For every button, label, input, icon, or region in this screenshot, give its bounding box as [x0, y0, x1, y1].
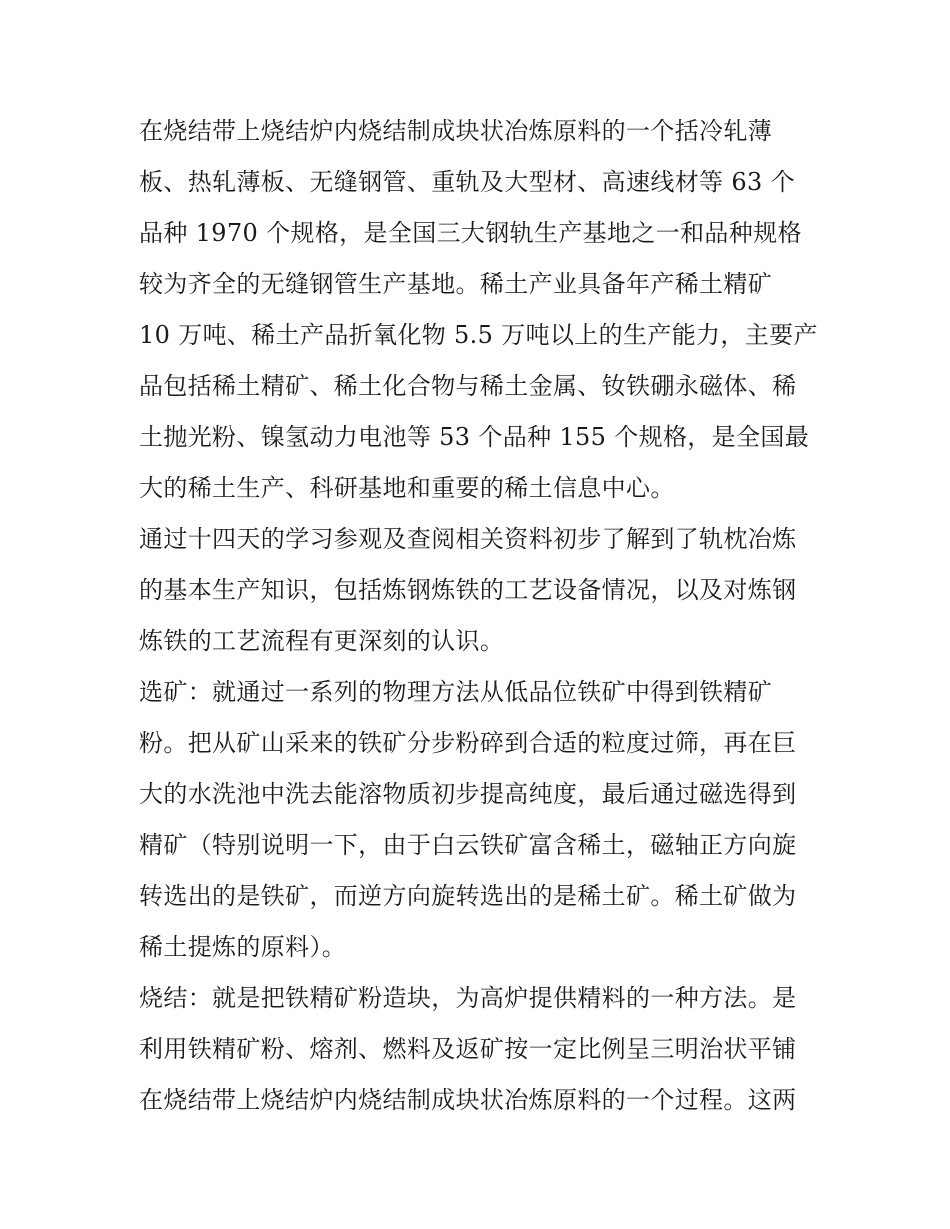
text-line: 烧结：就是把铁精矿粉造块，为高炉提供精料的一种方法。是 [139, 984, 797, 1012]
text-line: 在烧结带上烧结炉内烧结制成块状冶炼原料的一个过程。这两 [139, 1086, 797, 1114]
text-line: 的基本生产知识，包括炼钢炼铁的工艺设备情况，以及对炼钢 [139, 576, 797, 604]
text-line: 精矿（特别说明一下，由于白云铁矿富含稀土，磁轴正方向旋 [139, 831, 797, 859]
text-line: 炼铁的工艺流程有更深刻的认识。 [139, 627, 505, 655]
text-line: 稀土提炼的原料）。 [139, 933, 347, 961]
text-line: 品包括稀土精矿、稀土化合物与稀土金属、钕铁硼永磁体、稀 [139, 372, 797, 400]
text-line: 转选出的是铁矿，而逆方向旋转选出的是稀土矿。稀土矿做为 [139, 882, 797, 910]
text-line: 大的水洗池中洗去能溶物质初步提高纯度，最后通过磁选得到 [139, 780, 797, 808]
text-line: 利用铁精矿粉、熔剂、燃料及返矿按一定比例呈三明治状平铺 [139, 1035, 797, 1063]
text-line: 10 万吨、稀土产品折氧化物 5.5 万吨以上的生产能力，主要产 [139, 321, 818, 349]
text-line: 粉。把从矿山采来的铁矿分步粉碎到合适的粒度过筛，再在巨 [139, 729, 797, 757]
text-line: 选矿：就通过一系列的物理方法从低品位铁矿中得到铁精矿 [139, 678, 773, 706]
text-line: 板、热轧薄板、无缝钢管、重轨及大型材、高速线材等 63 个 [139, 168, 795, 196]
text-line: 在烧结带上烧结炉内烧结制成块状冶炼原料的一个括冷轧薄 [139, 117, 773, 145]
text-line: 通过十四天的学习参观及查阅相关资料初步了解到了轨枕冶炼 [139, 525, 797, 553]
text-line: 品种 1970 个规格，是全国三大钢轨生产基地之一和品种规格 [139, 219, 802, 247]
text-line: 土抛光粉、镍氢动力电池等 53 个品种 155 个规格，是全国最 [139, 423, 810, 451]
text-line: 较为齐全的无缝钢管生产基地。稀土产业具备年产稀土精矿 [139, 270, 773, 298]
text-line: 大的稀土生产、科研基地和重要的稀土信息中心。 [139, 474, 675, 502]
document-body [139, 106, 818, 1126]
